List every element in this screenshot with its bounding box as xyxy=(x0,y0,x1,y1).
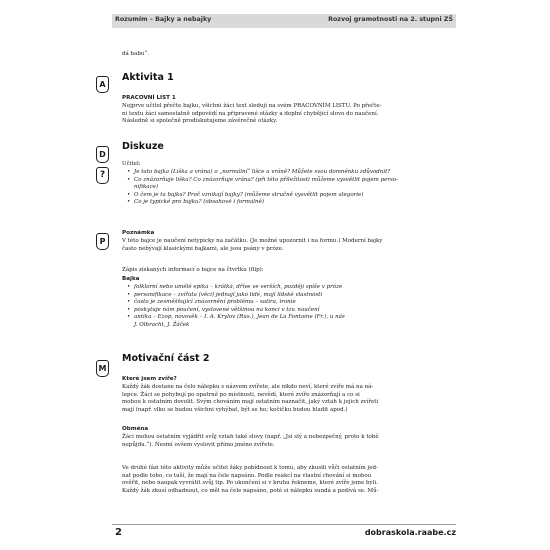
list-item: nifikace) xyxy=(134,184,159,190)
text-line: Nejprve učitel přečte bajku, všichni žáci text sledují na svém PRACOVNÍM LISTU. Po přečte- xyxy=(122,103,382,109)
text-line: často nebývají klasickými bajkami, ale jsou psány v próze. xyxy=(122,245,284,252)
second-phase-paragraph xyxy=(122,465,379,495)
text-line: lepce. Žáci se pohybují po opatrně po místnosti, nevědí, které zvíře znázorňují a co si xyxy=(122,391,360,398)
list-item: • Je tato bajka (Liška a vrána) o „normální“ lišce a vráně? Můžete svou domněnku zdůvodnit? xyxy=(126,169,398,177)
header-left: Rozumím – Bajky a nebajky xyxy=(115,16,212,23)
footer-website: dobraskola.raabe.cz xyxy=(364,528,456,537)
section-title-diskuze: Diskuze xyxy=(122,141,164,152)
list-item: • antika – Ezop, novověk – I. A. Krylov (Rus.), Jean de La Fontaine (Fr.), u nás xyxy=(126,314,345,322)
text-line: Ve druhé fázi této aktivity může učitel žáky pobídnout k tomu, aby zkusili vůči ostatním jed- xyxy=(122,465,378,471)
running-header xyxy=(112,14,456,28)
discussion-questions xyxy=(126,169,398,207)
text-line: ověřit, nebo naopak vyvrátit svůj tip. Po ukončení si v kruhu řekneme, které zvíře jsme byli. xyxy=(122,480,378,487)
section-title-motivacni: Motivační část 2 xyxy=(122,353,210,364)
text-line: Každý žák dostane na čelo nálepku s názvem zvířete, ale nikdo neví, které zvíře má na ná- xyxy=(122,384,374,390)
text-line: Žáci mohou ostatním vyjádřit svůj vztah také slovy (např. „Jsi slý a nebezpečný, proto k tobě xyxy=(122,434,379,440)
note-intro: Zápis získaných informací o bajce na čtvrtku (flip): xyxy=(122,267,264,273)
worksheet-label: PRACOVNÍ LIST 1 xyxy=(122,95,176,101)
fable-characteristics xyxy=(126,284,345,329)
list-item: • poskytuje nám poučení, vyslovené většinou na konci v tzv. naučení xyxy=(126,307,345,315)
text-line: Následně si společně prodiskutujeme závěrečné otázky. xyxy=(122,118,278,125)
game-title: Které jsem zvíře? xyxy=(122,376,177,382)
list-item: J. Olbracht, J. Žáček xyxy=(134,321,190,328)
section-title-aktivita: Aktivita 1 xyxy=(122,72,174,83)
text-line: ní textu žáci samostatně odpovědí na připravené otázky a doplní chybějící slovo do naučení. xyxy=(122,110,379,117)
list-item: • O čem je ta bajka? Proč vznikají bajky? (můžeme stručně vysvětlit pojem alegorie) xyxy=(126,192,398,200)
text-line: Každý žák zkusí odhadnout, co měl na čele napsáno, poté si nálepku sundá a podívá se. Mů- xyxy=(122,487,379,494)
list-item: • folklorní nebo umělé epika – krátká, dříve ve verších, později spíše v próze xyxy=(126,284,345,292)
list-item: • Co je typické pro bajku? (obsahově i formálně) xyxy=(126,199,398,207)
continued-text: dá babu“. xyxy=(122,51,149,57)
variation-paragraph xyxy=(122,434,379,449)
game-paragraph xyxy=(122,384,378,414)
text-line: nat podle toho, co tuší, že mají na čele napsáno. Podle reakcí na vlastní chování si mohou xyxy=(122,472,372,479)
motivation-m-icon: M xyxy=(96,360,109,377)
page-number: 2 xyxy=(115,527,122,538)
fable-list-title: Bajka xyxy=(122,276,140,282)
text-line: mají (např. vlku se budou všichni vyhýbat, být se ho; kočičku budou hladit apod.) xyxy=(122,406,348,413)
footer-divider xyxy=(112,524,456,525)
aktivita-paragraph xyxy=(122,103,381,126)
note-p-icon: P xyxy=(96,233,109,250)
teacher-label: Učitel: xyxy=(122,161,141,167)
list-item: • Co znázorňuje liška? Co znázorňuje vrána? (při této příležitosti můžeme vysvětlit pojem perso- xyxy=(126,177,398,185)
list-item: • často je zesměšňující znázornění problému – satira, ironie xyxy=(126,299,345,307)
text-line: mohou k ostatním dovolit. Svým chováním mají ostatním naznačit, jaký vztah k jejich zvířeti xyxy=(122,399,379,406)
list-item: • personifikace – zvířata (věci) jednají jako lidé, mají lidské vlastnosti xyxy=(126,292,345,300)
activity-a-icon: A xyxy=(96,76,109,93)
text-line: V této bajce je naučení netypicky na začátku. (Je možné upozornit i na formu.) Moderní bajky xyxy=(122,238,383,244)
variation-title: Obměna xyxy=(122,426,149,432)
question-mark-icon: ? xyxy=(96,167,109,184)
discussion-d-icon: D xyxy=(96,146,109,163)
header-right: Rozvoj gramotnosti na 2. stupni ZŠ xyxy=(328,16,453,23)
note-title: Poznámka xyxy=(122,230,155,236)
text-line: nepůjdu.“). Nesmí ovšem vyslovit přímo jméno zvířete. xyxy=(122,441,275,448)
note-paragraph xyxy=(122,238,382,253)
